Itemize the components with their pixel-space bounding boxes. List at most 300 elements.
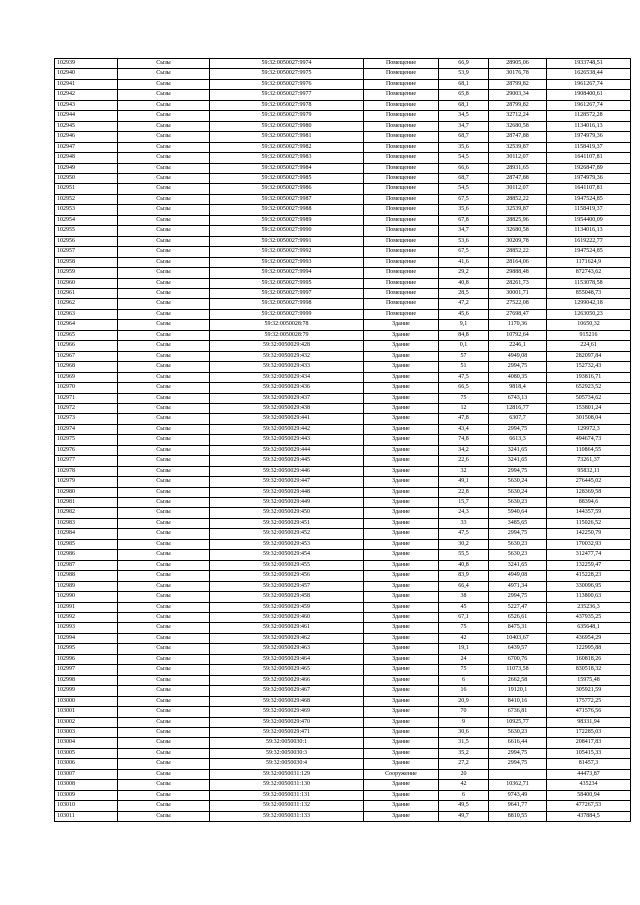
object-type-cell: Здание (364, 602, 439, 612)
district-cell: Сызы (118, 268, 210, 278)
unit-value-cell: 5630,24 (489, 477, 547, 487)
area-cell: 67,1 (439, 613, 489, 623)
district-cell: Сызы (118, 717, 210, 727)
area-cell: 55,5 (439, 550, 489, 560)
unit-value-cell: 10403,67 (489, 633, 547, 643)
cadastral-value-cell: 330096,95 (547, 581, 631, 591)
row-number-cell: 102939 (55, 59, 118, 69)
row-number-cell: 102960 (55, 278, 118, 288)
property-table (54, 58, 631, 822)
cadastral-value-cell: 73261,37 (547, 456, 631, 466)
cadastral-number-cell: 59:32:0050029:470 (210, 717, 364, 727)
cadastral-value-cell: 153801,24 (547, 403, 631, 413)
table-row (55, 801, 631, 811)
object-type-cell: Здание (364, 435, 439, 445)
area-cell: 54,5 (439, 153, 489, 163)
district-cell: Сызы (118, 518, 210, 528)
table-row (55, 811, 631, 821)
cadastral-value-cell: 152732,43 (547, 362, 631, 372)
cadastral-number-cell: 59:32:0050029:471 (210, 728, 364, 738)
cadastral-number-cell: 59:32:0050027:9999 (210, 309, 364, 319)
area-cell: 53,6 (439, 236, 489, 246)
area-cell: 74,8 (439, 435, 489, 445)
area-cell: 41,6 (439, 257, 489, 267)
object-type-cell: Помещение (364, 163, 439, 173)
table-row (55, 592, 631, 602)
area-cell: 66,9 (439, 59, 489, 69)
table-row (55, 466, 631, 476)
unit-value-cell: 6743,13 (489, 393, 547, 403)
cadastral-number-cell: 59:32:0050031:130 (210, 780, 364, 790)
cadastral-value-cell: 652923,52 (547, 383, 631, 393)
area-cell: 49,7 (439, 811, 489, 821)
table-row (55, 226, 631, 236)
cadastral-value-cell: 1641107,81 (547, 184, 631, 194)
cadastral-value-cell: 208417,83 (547, 738, 631, 748)
row-number-cell: 102944 (55, 111, 118, 121)
area-cell: 34,5 (439, 111, 489, 121)
cadastral-value-cell: 1974979,36 (547, 132, 631, 142)
area-cell: 47,2 (439, 299, 489, 309)
cadastral-value-cell: 1954400,09 (547, 215, 631, 225)
area-cell: 30,6 (439, 728, 489, 738)
cadastral-number-cell: 59:32:0050029:441 (210, 414, 364, 424)
unit-value-cell: 32712,24 (489, 111, 547, 121)
cadastral-value-cell: 1961267,74 (547, 79, 631, 89)
cadastral-number-cell: 59:32:0050027:9974 (210, 59, 364, 69)
unit-value-cell: 27522,08 (489, 299, 547, 309)
row-number-cell: 102998 (55, 675, 118, 685)
area-cell: 70 (439, 707, 489, 717)
area-cell: 51 (439, 362, 489, 372)
unit-value-cell: 6307,7 (489, 414, 547, 424)
row-number-cell: 102977 (55, 456, 118, 466)
object-type-cell: Помещение (364, 299, 439, 309)
object-type-cell: Здание (364, 456, 439, 466)
cadastral-value-cell: 1908400,61 (547, 90, 631, 100)
cadastral-value-cell: 88394,6 (547, 498, 631, 508)
district-cell: Сызы (118, 330, 210, 340)
object-type-cell: Помещение (364, 69, 439, 79)
cadastral-value-cell: 1134016,13 (547, 226, 631, 236)
cadastral-value-cell: 1263050,23 (547, 309, 631, 319)
object-type-cell: Здание (364, 508, 439, 518)
district-cell: Сызы (118, 111, 210, 121)
unit-value-cell: 29888,48 (489, 268, 547, 278)
unit-value-cell: 5630,24 (489, 487, 547, 497)
district-cell: Сызы (118, 759, 210, 769)
district-cell: Сызы (118, 633, 210, 643)
unit-value-cell: 28931,65 (489, 163, 547, 173)
district-cell: Сызы (118, 477, 210, 487)
unit-value-cell: 2994,75 (489, 592, 547, 602)
cadastral-number-cell: 59:32:0050027:9988 (210, 205, 364, 215)
district-cell: Сызы (118, 571, 210, 581)
cadastral-value-cell: 437884,5 (547, 811, 631, 821)
object-type-cell: Здание (364, 550, 439, 560)
district-cell: Сызы (118, 728, 210, 738)
object-type-cell: Здание (364, 686, 439, 696)
area-cell: 53,9 (439, 69, 489, 79)
area-cell: 38 (439, 592, 489, 602)
cadastral-number-cell: 59:32:0050028:78 (210, 320, 364, 330)
object-type-cell: Здание (364, 633, 439, 643)
unit-value-cell: 32680,58 (489, 121, 547, 131)
area-cell: 57 (439, 351, 489, 361)
area-cell: 42 (439, 780, 489, 790)
unit-value-cell: 32539,87 (489, 205, 547, 215)
district-cell: Сызы (118, 194, 210, 204)
row-number-cell: 102956 (55, 236, 118, 246)
cadastral-number-cell: 59:32:0050029:453 (210, 539, 364, 549)
table-row (55, 581, 631, 591)
object-type-cell: Здание (364, 341, 439, 351)
object-type-cell: Здание (364, 403, 439, 413)
table-row (55, 571, 631, 581)
area-cell: 15,7 (439, 498, 489, 508)
unit-value-cell: 5630,23 (489, 498, 547, 508)
cadastral-value-cell: 301508,04 (547, 414, 631, 424)
cadastral-number-cell: 59:32:0050027:9993 (210, 257, 364, 267)
cadastral-value-cell: 144357,59 (547, 508, 631, 518)
district-cell: Сызы (118, 780, 210, 790)
row-number-cell: 103004 (55, 738, 118, 748)
district-cell: Сызы (118, 675, 210, 685)
row-number-cell: 102954 (55, 215, 118, 225)
unit-value-cell: 29003,34 (489, 90, 547, 100)
district-cell: Сызы (118, 445, 210, 455)
area-cell: 27,2 (439, 759, 489, 769)
table-row (55, 393, 631, 403)
cadastral-number-cell: 59:32:0050029:462 (210, 633, 364, 643)
object-type-cell: Помещение (364, 142, 439, 152)
row-number-cell: 102966 (55, 341, 118, 351)
cadastral-value-cell: 115026,52 (547, 518, 631, 528)
row-number-cell: 102988 (55, 571, 118, 581)
object-type-cell: Здание (364, 498, 439, 508)
area-cell: 20,9 (439, 696, 489, 706)
row-number-cell: 103011 (55, 811, 118, 821)
object-type-cell: Здание (364, 592, 439, 602)
row-number-cell: 102975 (55, 435, 118, 445)
unit-value-cell: 30112,07 (489, 153, 547, 163)
object-type-cell: Помещение (364, 257, 439, 267)
row-number-cell: 102943 (55, 100, 118, 110)
table-row (55, 738, 631, 748)
area-cell: 0,1 (439, 341, 489, 351)
area-cell: 47,5 (439, 372, 489, 382)
district-cell: Сызы (118, 696, 210, 706)
object-type-cell: Помещение (364, 111, 439, 121)
unit-value-cell: 3241,65 (489, 456, 547, 466)
district-cell: Сызы (118, 686, 210, 696)
table-row (55, 675, 631, 685)
cadastral-value-cell: 505734,62 (547, 393, 631, 403)
cadastral-number-cell: 59:32:0050027:9978 (210, 100, 364, 110)
unit-value-cell: 30001,71 (489, 288, 547, 298)
cadastral-value-cell: 113800,63 (547, 592, 631, 602)
unit-value-cell: 10362,71 (489, 780, 547, 790)
object-type-cell: Здание (364, 351, 439, 361)
object-type-cell: Помещение (364, 236, 439, 246)
cadastral-number-cell: 59:32:0050029:459 (210, 602, 364, 612)
unit-value-cell: 5940,64 (489, 508, 547, 518)
cadastral-number-cell: 59:32:0050029:436 (210, 383, 364, 393)
row-number-cell: 102955 (55, 226, 118, 236)
row-number-cell: 102952 (55, 194, 118, 204)
row-number-cell: 102961 (55, 288, 118, 298)
district-cell: Сызы (118, 435, 210, 445)
district-cell: Сызы (118, 372, 210, 382)
row-number-cell: 102972 (55, 403, 118, 413)
object-type-cell: Здание (364, 320, 439, 330)
district-cell: Сызы (118, 278, 210, 288)
area-cell: 45,6 (439, 309, 489, 319)
cadastral-number-cell: 59:32:0050027:9998 (210, 299, 364, 309)
row-number-cell: 102994 (55, 633, 118, 643)
cadastral-value-cell: 1299042,18 (547, 299, 631, 309)
unit-value-cell: 28164,06 (489, 257, 547, 267)
area-cell: 66,5 (439, 383, 489, 393)
cadastral-value-cell: 44473,87 (547, 769, 631, 779)
cadastral-number-cell: 59:32:0050027:9997 (210, 288, 364, 298)
district-cell: Сызы (118, 69, 210, 79)
row-number-cell: 102949 (55, 163, 118, 173)
cadastral-value-cell: 105415,33 (547, 748, 631, 758)
district-cell: Сызы (118, 215, 210, 225)
area-cell: 35,6 (439, 205, 489, 215)
row-number-cell: 102999 (55, 686, 118, 696)
object-type-cell: Помещение (364, 247, 439, 257)
object-type-cell: Здание (364, 560, 439, 570)
cadastral-number-cell: 59:32:0050027:9991 (210, 236, 364, 246)
object-type-cell: Сооружение (364, 769, 439, 779)
table-row (55, 288, 631, 298)
cadastral-value-cell: 471576,56 (547, 707, 631, 717)
table-row (55, 445, 631, 455)
object-type-cell: Здание (364, 477, 439, 487)
district-cell: Сызы (118, 508, 210, 518)
cadastral-number-cell: 59:32:0050027:9992 (210, 247, 364, 257)
row-number-cell: 102969 (55, 372, 118, 382)
unit-value-cell: 28747,88 (489, 132, 547, 142)
cadastral-value-cell: 494674,73 (547, 435, 631, 445)
district-cell: Сызы (118, 153, 210, 163)
row-number-cell: 103002 (55, 717, 118, 727)
object-type-cell: Здание (364, 811, 439, 821)
cadastral-value-cell: 1153078,58 (547, 278, 631, 288)
cadastral-number-cell: 59:32:0050030:1 (210, 738, 364, 748)
object-type-cell: Здание (364, 372, 439, 382)
cadastral-value-cell: 1158419,37 (547, 205, 631, 215)
district-cell: Сызы (118, 550, 210, 560)
table-row (55, 456, 631, 466)
cadastral-value-cell: 132259,47 (547, 560, 631, 570)
unit-value-cell: 2994,75 (489, 424, 547, 434)
cadastral-number-cell: 59:32:0050030:3 (210, 748, 364, 758)
row-number-cell: 102981 (55, 498, 118, 508)
row-number-cell: 102951 (55, 184, 118, 194)
unit-value-cell: 9818,4 (489, 383, 547, 393)
row-number-cell: 102987 (55, 560, 118, 570)
district-cell: Сызы (118, 362, 210, 372)
area-cell: 67,5 (439, 194, 489, 204)
cadastral-value-cell: 81457,3 (547, 759, 631, 769)
row-number-cell: 102964 (55, 320, 118, 330)
unit-value-cell (489, 769, 547, 779)
cadastral-value-cell: 1619222,77 (547, 236, 631, 246)
object-type-cell: Здание (364, 728, 439, 738)
unit-value-cell: 8810,55 (489, 811, 547, 821)
object-type-cell: Здание (364, 466, 439, 476)
district-cell: Сызы (118, 100, 210, 110)
district-cell: Сызы (118, 142, 210, 152)
district-cell: Сызы (118, 309, 210, 319)
unit-value-cell: 30176,78 (489, 69, 547, 79)
table-row (55, 759, 631, 769)
district-cell: Сызы (118, 341, 210, 351)
cadastral-number-cell: 59:32:0050027:9982 (210, 142, 364, 152)
district-cell: Сызы (118, 90, 210, 100)
cadastral-number-cell: 59:32:0050029:465 (210, 665, 364, 675)
cadastral-number-cell: 59:32:0050027:9985 (210, 173, 364, 183)
row-number-cell: 103000 (55, 696, 118, 706)
area-cell: 47,8 (439, 414, 489, 424)
area-cell: 30,2 (439, 539, 489, 549)
unit-value-cell: 10925,77 (489, 717, 547, 727)
unit-value-cell: 30209,78 (489, 236, 547, 246)
row-number-cell: 103010 (55, 801, 118, 811)
cadastral-value-cell: 282097,84 (547, 351, 631, 361)
unit-value-cell: 2994,75 (489, 759, 547, 769)
unit-value-cell: 9743,49 (489, 790, 547, 800)
cadastral-value-cell: 477267,53 (547, 801, 631, 811)
cadastral-value-cell: 98331,94 (547, 717, 631, 727)
unit-value-cell: 6613,3 (489, 435, 547, 445)
cadastral-number-cell: 59:32:0050029:454 (210, 550, 364, 560)
object-type-cell: Помещение (364, 309, 439, 319)
cadastral-number-cell: 59:32:0050029:456 (210, 571, 364, 581)
unit-value-cell: 30112,07 (489, 184, 547, 194)
cadastral-number-cell: 59:32:0050029:467 (210, 686, 364, 696)
district-cell: Сызы (118, 602, 210, 612)
object-type-cell: Здание (364, 539, 439, 549)
table-row (55, 623, 631, 633)
cadastral-number-cell: 59:32:0050029:451 (210, 518, 364, 528)
unit-value-cell: 4949,08 (489, 351, 547, 361)
object-type-cell: Помещение (364, 278, 439, 288)
object-type-cell: Здание (364, 644, 439, 654)
object-type-cell: Здание (364, 738, 439, 748)
cadastral-value-cell: 436954,29 (547, 633, 631, 643)
cadastral-value-cell: 915216 (547, 330, 631, 340)
row-number-cell: 102953 (55, 205, 118, 215)
area-cell: 67,5 (439, 247, 489, 257)
object-type-cell: Здание (364, 571, 439, 581)
district-cell: Сызы (118, 424, 210, 434)
unit-value-cell: 28799,82 (489, 100, 547, 110)
unit-value-cell: 8410,16 (489, 696, 547, 706)
cadastral-number-cell: 59:32:0050027:9994 (210, 268, 364, 278)
table-row (55, 142, 631, 152)
district-cell: Сызы (118, 613, 210, 623)
district-cell: Сызы (118, 539, 210, 549)
object-type-cell: Здание (364, 801, 439, 811)
object-type-cell: Здание (364, 424, 439, 434)
object-type-cell: Здание (364, 696, 439, 706)
table-row (55, 633, 631, 643)
district-cell: Сызы (118, 738, 210, 748)
cadastral-value-cell: 235236,3 (547, 602, 631, 612)
area-cell: 40,8 (439, 278, 489, 288)
cadastral-number-cell: 59:32:0050029:452 (210, 529, 364, 539)
table-row (55, 644, 631, 654)
object-type-cell: Помещение (364, 153, 439, 163)
area-cell: 6 (439, 790, 489, 800)
cadastral-value-cell: 1947524,85 (547, 194, 631, 204)
unit-value-cell: 11073,58 (489, 665, 547, 675)
area-cell: 84,8 (439, 330, 489, 340)
table-row (55, 257, 631, 267)
table-row (55, 173, 631, 183)
row-number-cell: 102979 (55, 477, 118, 487)
area-cell: 40,8 (439, 560, 489, 570)
row-number-cell: 102942 (55, 90, 118, 100)
area-cell: 22,8 (439, 487, 489, 497)
object-type-cell: Здание (364, 529, 439, 539)
cadastral-value-cell: 175772,25 (547, 696, 631, 706)
cadastral-number-cell: 59:32:0050027:9986 (210, 184, 364, 194)
row-number-cell: 102980 (55, 487, 118, 497)
area-cell: 68,7 (439, 173, 489, 183)
cadastral-number-cell: 59:32:0050029:457 (210, 581, 364, 591)
table-row (55, 299, 631, 309)
table-row (55, 194, 631, 204)
row-number-cell: 103001 (55, 707, 118, 717)
cadastral-value-cell: 129972,3 (547, 424, 631, 434)
object-type-cell: Помещение (364, 194, 439, 204)
table-row (55, 278, 631, 288)
table-row (55, 205, 631, 215)
cadastral-value-cell: 128369,58 (547, 487, 631, 497)
cadastral-number-cell: 59:32:0050029:461 (210, 623, 364, 633)
row-number-cell: 102958 (55, 257, 118, 267)
district-cell: Сызы (118, 644, 210, 654)
cadastral-number-cell: 59:32:0050027:9995 (210, 278, 364, 288)
table-row (55, 717, 631, 727)
district-cell: Сызы (118, 226, 210, 236)
area-cell: 24 (439, 654, 489, 664)
unit-value-cell: 9641,77 (489, 801, 547, 811)
district-cell: Сызы (118, 320, 210, 330)
object-type-cell: Здание (364, 759, 439, 769)
row-number-cell: 102959 (55, 268, 118, 278)
area-cell: 24,3 (439, 508, 489, 518)
table-row (55, 529, 631, 539)
row-number-cell: 102948 (55, 153, 118, 163)
cadastral-number-cell: 59:32:0050027:9980 (210, 121, 364, 131)
table-row (55, 372, 631, 382)
cadastral-value-cell: 1974979,36 (547, 173, 631, 183)
district-cell: Сызы (118, 236, 210, 246)
table-row (55, 498, 631, 508)
property-table-body (55, 59, 631, 822)
table-row (55, 518, 631, 528)
object-type-cell: Здание (364, 613, 439, 623)
area-cell: 66,4 (439, 581, 489, 591)
cadastral-number-cell: 59:32:0050029:434 (210, 372, 364, 382)
object-type-cell: Здание (364, 393, 439, 403)
